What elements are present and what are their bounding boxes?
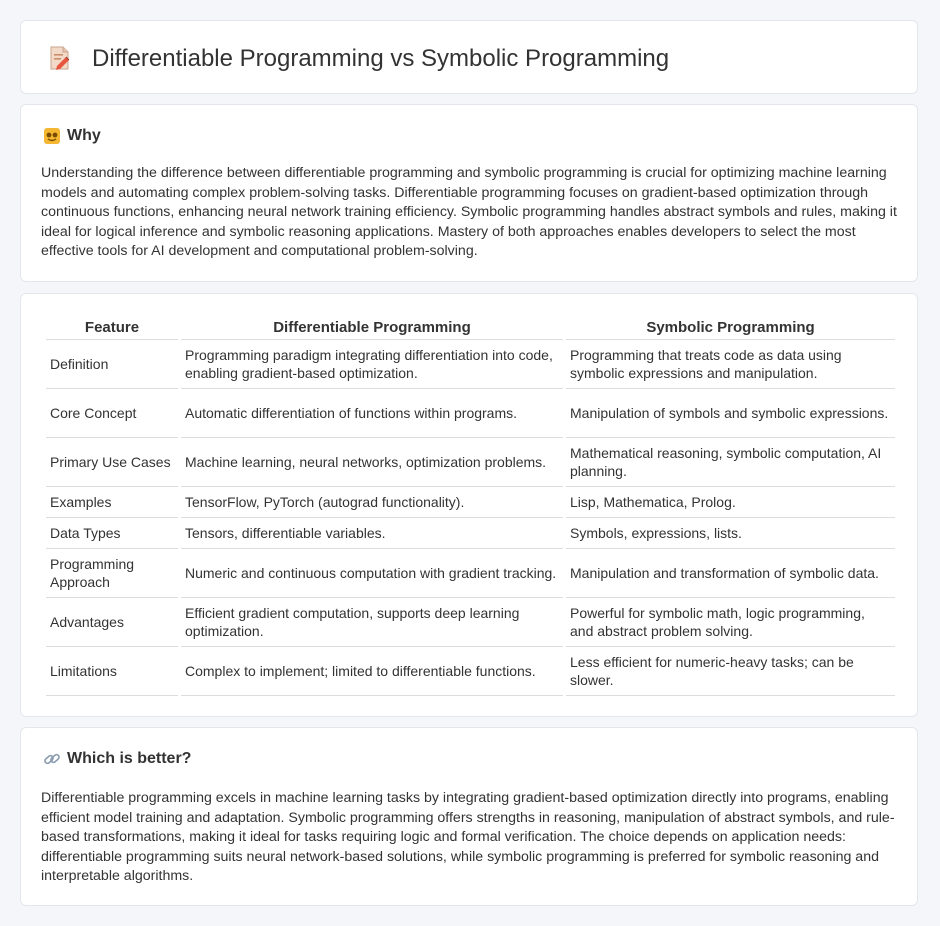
symbolic-cell: Less efficient for numeric-heavy tasks; can be slower. bbox=[566, 647, 895, 696]
why-title: Why bbox=[67, 127, 101, 144]
feature-cell: Data Types bbox=[46, 518, 178, 549]
table-row bbox=[46, 647, 895, 696]
feature-cell: Examples bbox=[46, 487, 178, 518]
comparison-table bbox=[43, 316, 898, 696]
better-text: Differentiable programming excels in machine learning tasks by integrating gradient-based optimization directly into programs, enabling efficient model training and adaptation. Symbolic programming offers strengths in reasoning, manipulation of abstract symbols, and rule-based transformations, making it ideal for tasks requiring logic and formal verification. The choice depends on application needs: differentiable programming suits neural network-based solutions, while symbolic programming is preferred for symbolic reasoning and interpretable algorithms. bbox=[41, 790, 895, 884]
differentiable-cell: Complex to implement; limited to differentiable functions. bbox=[181, 647, 563, 696]
differentiable-cell: Machine learning, neural networks, optimization problems. bbox=[181, 438, 563, 487]
which-is-better-card bbox=[20, 727, 918, 906]
table-row bbox=[46, 487, 895, 518]
table-row bbox=[46, 518, 895, 549]
link-icon bbox=[43, 750, 61, 768]
symbolic-cell: Programming that treats code as data using symbolic expressions and manipulation. bbox=[566, 340, 895, 389]
better-heading bbox=[43, 750, 191, 768]
table-row bbox=[46, 549, 895, 598]
why-card bbox=[20, 104, 918, 282]
lightbulb-icon bbox=[43, 127, 61, 145]
feature-cell: Programming Approach bbox=[46, 549, 178, 598]
comparison-card bbox=[20, 293, 918, 717]
document-pencil-icon bbox=[47, 45, 73, 71]
differentiable-cell: Numeric and continuous computation with gradient tracking. bbox=[181, 549, 563, 598]
feature-cell: Advantages bbox=[46, 598, 178, 647]
table-row bbox=[46, 438, 895, 487]
symbolic-cell: Symbols, expressions, lists. bbox=[566, 518, 895, 549]
feature-cell: Primary Use Cases bbox=[46, 438, 178, 487]
symbolic-cell: Lisp, Mathematica, Prolog. bbox=[566, 487, 895, 518]
feature-cell: Limitations bbox=[46, 647, 178, 696]
differentiable-cell: Programming paradigm integrating differentiation into code, enabling gradient-based optimization. bbox=[181, 340, 563, 389]
symbolic-cell: Manipulation and transformation of symbolic data. bbox=[566, 549, 895, 598]
differentiable-cell: Efficient gradient computation, supports deep learning optimization. bbox=[181, 598, 563, 647]
table-row bbox=[46, 389, 895, 438]
feature-cell: Core Concept bbox=[46, 389, 178, 438]
symbolic-cell: Powerful for symbolic math, logic programming, and abstract problem solving. bbox=[566, 598, 895, 647]
table-row bbox=[46, 598, 895, 647]
better-title: Which is better? bbox=[67, 750, 192, 767]
differentiable-cell: Tensors, differentiable variables. bbox=[181, 518, 563, 549]
why-text: Understanding the difference between differentiable programming and symbolic programming is crucial for optimizing machine learning models and automating complex problem-solving tasks. Differentiable programming focuses on gradient-based optimization through continuous functions, enhancing neural network training efficiency. Symbolic programming handles abstract symbols and rules, making it ideal for logical inference and symbolic reasoning applications. Mastery of both approaches enables developers to select the most effective tools for AI development and computational problem-solving. bbox=[41, 165, 897, 259]
symbolic-cell: Manipulation of symbols and symbolic expressions. bbox=[566, 389, 895, 438]
table-header-row bbox=[46, 316, 895, 340]
symbolic-cell: Mathematical reasoning, symbolic computation, AI planning. bbox=[566, 438, 895, 487]
header-symbolic: Symbolic Programming bbox=[566, 316, 895, 340]
page-title: Differentiable Programming vs Symbolic Programming bbox=[92, 45, 670, 72]
differentiable-cell: Automatic differentiation of functions within programs. bbox=[181, 389, 563, 438]
header-differentiable: Differentiable Programming bbox=[181, 316, 563, 340]
feature-cell: Definition bbox=[46, 340, 178, 389]
table-row bbox=[46, 340, 895, 389]
header-card bbox=[20, 20, 918, 94]
header-feature: Feature bbox=[46, 316, 178, 340]
differentiable-cell: TensorFlow, PyTorch (autograd functionality). bbox=[181, 487, 563, 518]
why-heading bbox=[43, 127, 101, 145]
